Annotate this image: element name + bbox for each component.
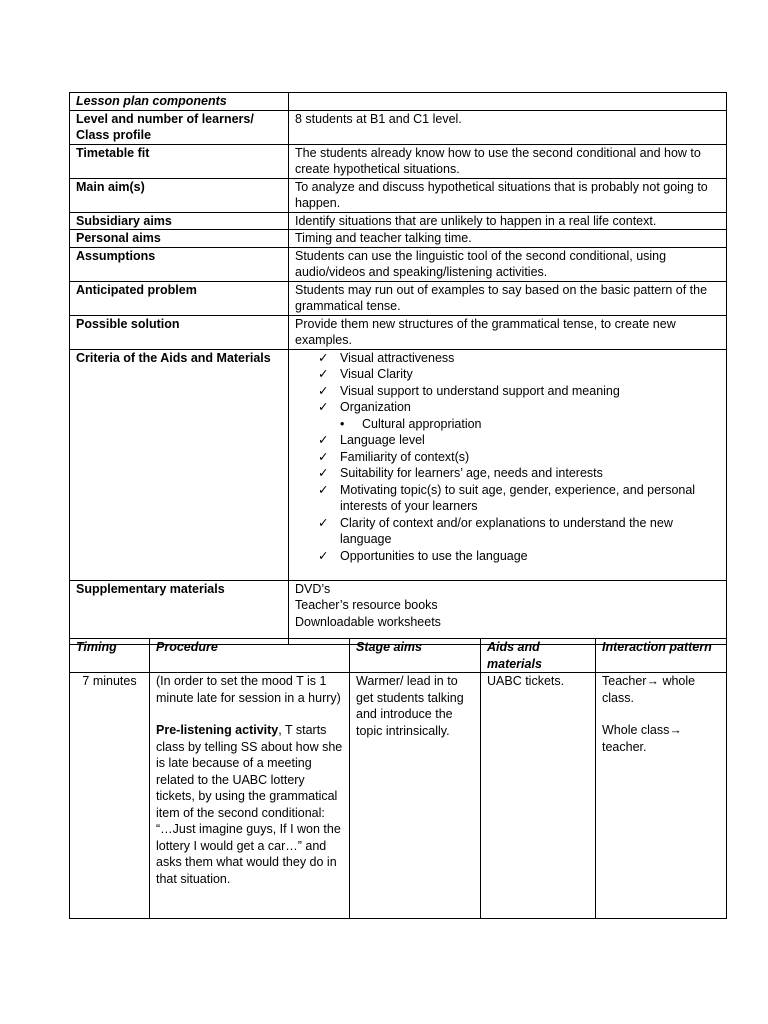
procedure-activity <box>156 722 343 887</box>
check-icon: ✓ <box>318 367 329 381</box>
row-value: 8 students at B1 and C1 level. <box>289 110 727 144</box>
row-label: Timetable fit <box>70 144 289 178</box>
criteria-item: ✓ Visual attractiveness <box>318 350 455 365</box>
criteria-item: ✓ Organization • Cultural appropriation <box>318 399 720 432</box>
supplementary-item: Downloadable worksheets <box>295 614 441 629</box>
row-label: Subsidiary aims <box>70 212 289 230</box>
components-header: Lesson plan components <box>70 93 289 111</box>
row-label: Anticipated problem <box>70 281 289 315</box>
header-procedure: Procedure <box>150 639 350 673</box>
procedure-activity-title: Pre-listening activity <box>156 723 279 737</box>
row-label: Personal aims <box>70 230 289 248</box>
procedure-intro: (In order to set the mood T is 1 minute late for session in a hurry) <box>156 674 341 705</box>
cell-timing: 7 minutes <box>70 673 150 919</box>
criteria-item: ✓ Motivating topic(s) to suit age, gender, experience, and personal interests of your learners <box>318 482 696 513</box>
row-timetable-fit <box>70 144 727 178</box>
criteria-list-cell <box>289 349 727 580</box>
components-header-row <box>70 93 727 111</box>
header-aids: Aids and materials <box>481 639 596 673</box>
criteria-item: ✓ Language level <box>318 433 425 447</box>
criteria-item: ✓ Clarity of context and/or explanations to understand the new language <box>318 515 673 546</box>
header-timing: Timing <box>70 639 150 673</box>
components-header-empty <box>289 93 727 111</box>
criteria-sub-list <box>295 416 720 433</box>
check-icon: ✓ <box>318 383 329 398</box>
row-value: To analyze and discuss hypothetical situations that is probably not going to happen. <box>289 178 727 212</box>
row-main-aims <box>70 178 727 212</box>
criteria-item: ✓ Visual Clarity <box>318 367 413 381</box>
bullet-icon: • <box>340 416 345 431</box>
supplementary-cell <box>289 580 727 644</box>
row-subsidiary-aims <box>70 212 727 230</box>
row-assumptions <box>70 247 727 281</box>
check-icon: ✓ <box>318 400 329 414</box>
row-personal-aims <box>70 230 727 248</box>
procedure-activity-text: , T starts class by telling SS about how she is late because of a meeting related to the UABC lottery tickets, by using the grammatical item of the second conditional: “…Just imagine guys, If I won the lottery I would get a car…” and asks them what would they do in that situation. <box>156 723 343 886</box>
criteria-list <box>295 350 720 565</box>
cell-aids: UABC tickets. <box>481 673 596 919</box>
lesson-plan-components-table <box>69 92 727 645</box>
cell-procedure <box>150 673 350 919</box>
criteria-item: ✓ Opportunities to use the language <box>318 548 528 563</box>
row-label: Criteria of the Aids and Materials <box>70 349 289 580</box>
row-level <box>70 110 727 144</box>
row-possible-solution <box>70 315 727 349</box>
row-label: Supplementary materials <box>70 580 289 644</box>
procedure-table <box>69 638 727 919</box>
procedure-header-row <box>70 639 727 673</box>
cell-stage-aims: Warmer/ lead in to get students talking and introduce the topic intrinsically. <box>350 673 481 919</box>
header-stage-aims: Stage aims <box>350 639 481 673</box>
check-icon: ✓ <box>318 466 329 480</box>
header-interaction: Interaction pattern <box>596 639 727 673</box>
criteria-item: ✓ Suitability for learners’ age, needs and interests <box>318 466 603 480</box>
check-icon: ✓ <box>318 548 329 563</box>
cell-interaction <box>596 673 727 919</box>
criteria-sub-item: • Cultural appropriation <box>340 416 482 431</box>
check-icon: ✓ <box>318 433 329 447</box>
row-label: Main aim(s) <box>70 178 289 212</box>
row-label: Assumptions <box>70 247 289 281</box>
row-anticipated-problem <box>70 281 727 315</box>
criteria-item: ✓ Visual support to understand support and meaning <box>318 383 620 398</box>
interaction-1: Teacher→ whole class. <box>602 674 696 705</box>
row-label: Level and number of learners/ Class profile <box>70 110 289 144</box>
row-value: Provide them new structures of the grammatical tense, to create new examples. <box>289 315 727 349</box>
row-value: Students may run out of examples to say based on the basic pattern of the grammatical tense. <box>289 281 727 315</box>
check-icon: ✓ <box>318 515 329 530</box>
procedure-row <box>70 673 727 919</box>
criteria-item: ✓ Familiarity of context(s) <box>318 449 470 464</box>
row-value: Timing and teacher talking time. <box>289 230 727 248</box>
supplementary-item: Teacher’s resource books <box>295 598 438 612</box>
row-label: Possible solution <box>70 315 289 349</box>
check-icon: ✓ <box>318 449 329 464</box>
interaction-2: Whole class→ teacher. <box>602 723 682 754</box>
row-value: Identify situations that are unlikely to happen in a real life context. <box>289 212 727 230</box>
row-criteria <box>70 349 727 580</box>
row-value: The students already know how to use the second conditional and how to create hypothetical situations. <box>289 144 727 178</box>
check-icon: ✓ <box>318 350 329 365</box>
row-supplementary <box>70 580 727 644</box>
supplementary-item: DVD’s <box>295 581 331 596</box>
row-value: Students can use the linguistic tool of the second conditional, using audio/videos and speaking/listening activities. <box>289 247 727 281</box>
check-icon: ✓ <box>318 482 329 497</box>
